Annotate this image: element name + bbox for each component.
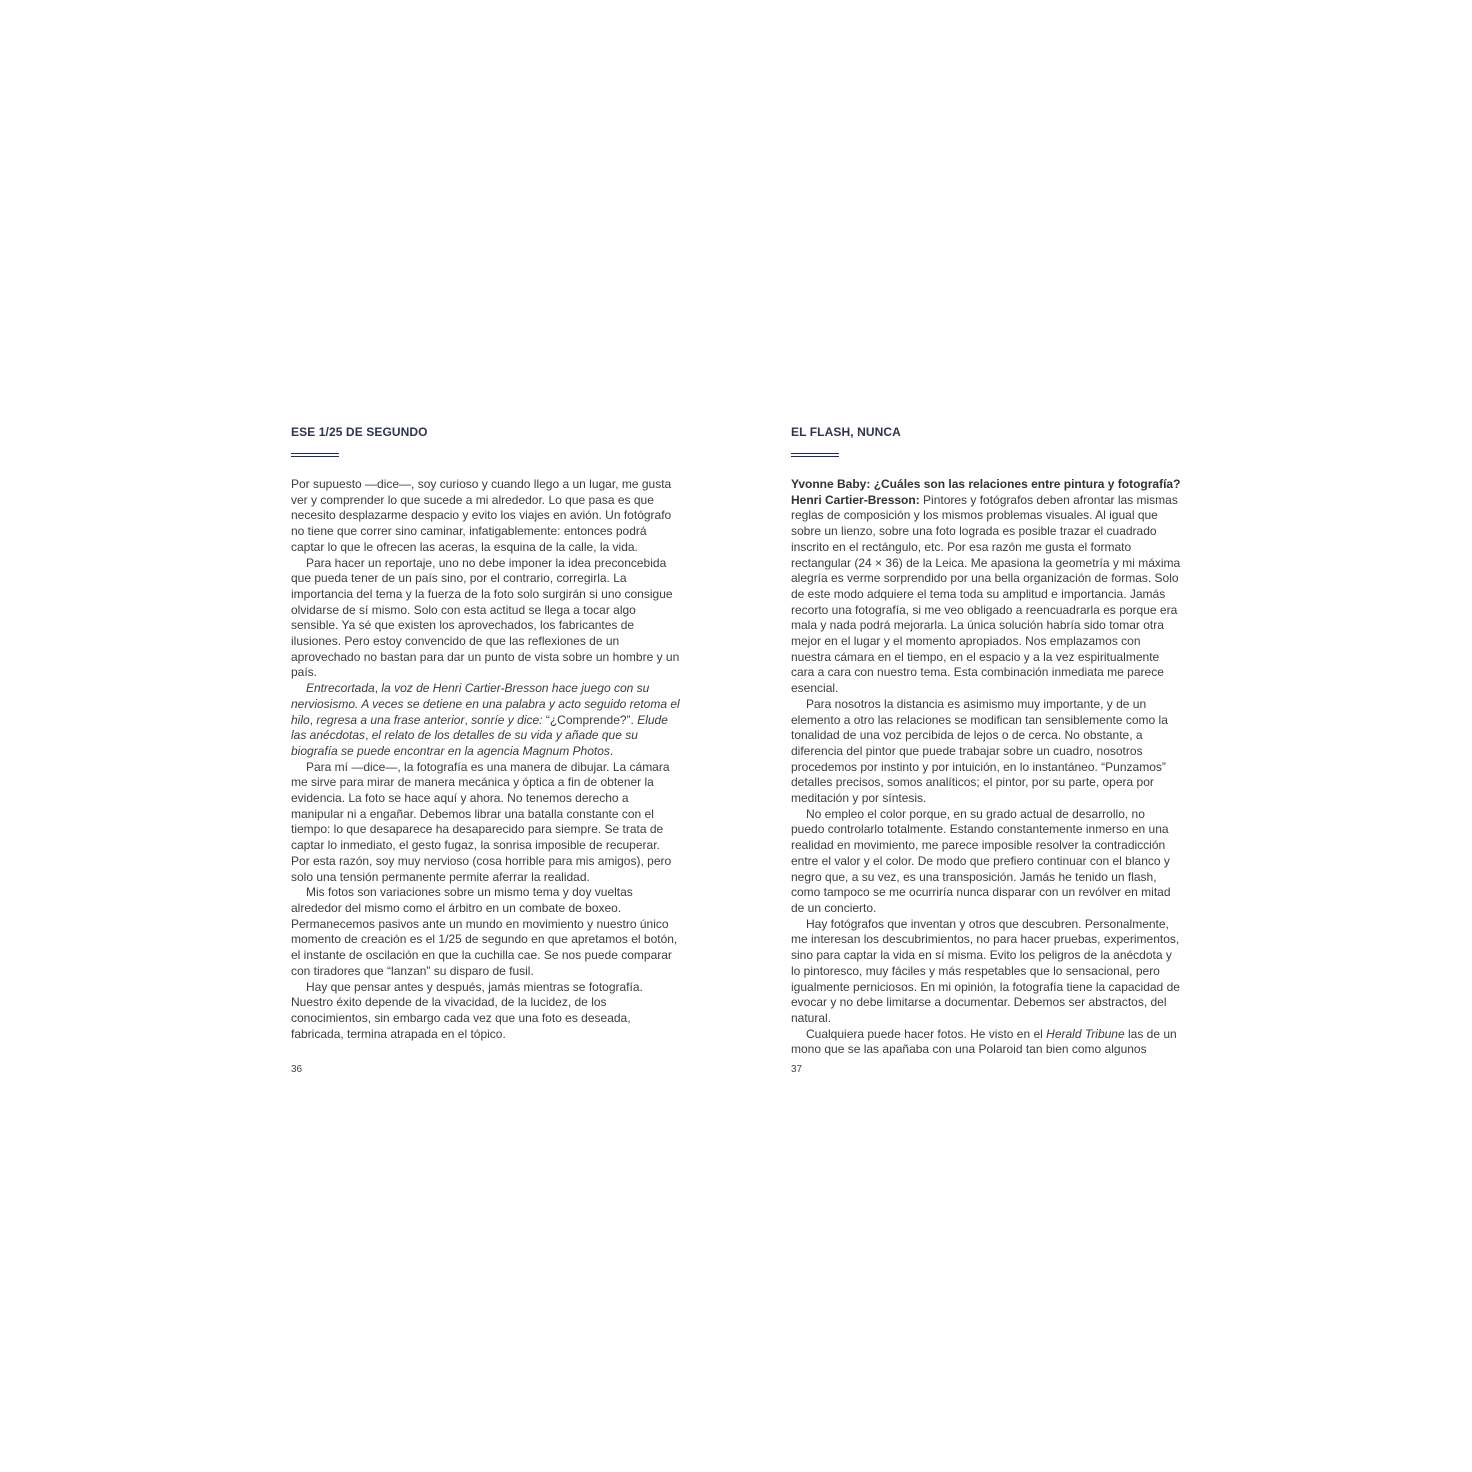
body-text — [791, 477, 1181, 1058]
paragraph: Mis fotos son variaciones sobre un mismo tema y doy vueltas alrededor del mismo como el árbitro en un combate de boxeo. Permanecemos pasivos ante un mundo en movimiento y nuestro único momento de creación es el 1/25 de segundo en que apretamos el botón, el instante de oscilación en que la cuchilla cae. Se nos puede comparar con tiradores que “lanzan” su disparo de fusil. — [291, 885, 678, 978]
paragraph: No empleo el color porque, en su grado actual de desarrollo, no puedo controlarlo totalmente. Estando constantemente inmerso en una realidad en movimiento, me parece imposible resolver la contradicción entre el valor y el color. De modo que prefiero continuar con el blanco y negro que, a su vez, es una transposición. Jamás he tenido un flash, como tampoco se me ocurriría nunca disparar con un revólver en mitad de un concierto. — [791, 806, 1171, 915]
paragraph: Para hacer un reportaje, uno no debe imponer la idea preconcebida que pueda tener de un país sino, por el contrario, corregirla. La importancia del tema y la fuerza de la foto solo surgirán si uno consigue olvidarse de sí mismo. Solo con esta actitud se llega a tocar algo sensible. Ya sé que existen los aprovechados, los fabricantes de ilusiones. Pero estoy convencido de que las reflexiones de un aprovechado no bastan para dar un punto de vista sobre un hombre y un país. — [291, 555, 680, 680]
running-head: EL FLASH, NUNCA — [791, 425, 901, 439]
paragraph: Por supuesto —dice—, soy curioso y cuando llego a un lugar, me gusta ver y comprender lo que sucede a mi alrededor. Lo que pasa es que necesito desplazarme despacio y evito los viajes en avión. Un fotógrafo no tiene que correr sino caminar, infatigablemente: entonces podrá captar lo que le ofrecen las aceras, la esquina de la calle, la vida. — [291, 477, 672, 554]
paragraph-italic-interlude: Entrecortada, la voz de Henri Cartier-Bresson hace juego con su nerviosismo. A veces se detiene en una palabra y acto seguido retoma el hilo, regresa a una frase anterior, sonríe y dice: “¿Comprende?”. Elude las anécdotas, el relato de los detalles de su vida y añade que su biografía se puede encontrar en la agencia Magnum Photos. — [291, 681, 680, 758]
page-number: 36 — [291, 1064, 303, 1075]
double-rule — [791, 453, 839, 457]
left-page — [291, 424, 681, 1042]
body-text — [291, 477, 681, 1042]
running-head: ESE 1/25 DE SEGUNDO — [291, 425, 428, 439]
paragraph: Cualquiera puede hacer fotos. He visto en el Herald Tribune las de un mono que se las apañaba con una Polaroid tan bien como algunos — [791, 1026, 1177, 1057]
double-rule — [291, 453, 339, 457]
right-page — [791, 424, 1181, 1058]
paragraph: Hay fotógrafos que inventan y otros que descubren. Personalmente, me interesan los descubrimientos, no para hacer pruebas, experimentos, sino para captar la vida en sí misma. Evito los peligros de la anécdota y lo pintoresco, muy fáciles y más respetables que lo sensacional, pero igualmente perniciosos. En mi opinión, la fotografía tiene la capacidad de evocar y no debe limitarse a documentar. Debemos ser abstractos, del natural. — [791, 916, 1180, 1025]
interview-question: Yvonne Baby: ¿Cuáles son las relaciones entre pintura y fotografía? — [791, 477, 1181, 491]
paragraph: Hay que pensar antes y después, jamás mientras se fotografía. Nuestro éxito depende de la vivacidad, de la lucidez, de los conocimientos, sin embargo cada vez que una foto es deseada, fabricada, termina atrapada en el tópico. — [291, 979, 643, 1041]
paragraph: Para nosotros la distancia es asimismo muy importante, y de un elemento a otro las relaciones se modifican tan sensiblemente como la tonalidad de una voz percibida de lejos o de cerca. No obstante, a diferencia del pintor que puede trabajar sobre un cuadro, nosotros procedemos por instinto y por intuición, en lo instantáneo. “Punzamos” detalles precisos, somos analíticos; el pintor, por su parte, opera por meditación y por síntesis. — [791, 696, 1168, 806]
paragraph: Para mí —dice—, la fotografía es una manera de dibujar. La cámara me sirve para mirar de manera mecánica y óptica a fin de obtener la evidencia. La foto se hace aquí y ahora. No tenemos derecho a manipular ni a engañar. Debemos librar una batalla constante con el tiempo: lo que desaparece ha desaparecido para siempre. Se trata de captar lo inmediato, el gesto fugaz, la sonrisa imposible de recuperar. Por esta razón, soy muy nervioso (cosa horrible para mis amigos), pero solo una tensión permanente permite aferrar la realidad. — [291, 759, 672, 884]
page-number: 37 — [791, 1064, 803, 1075]
interview-answer: Henri Cartier-Bresson: Pintores y fotógrafos deben afrontar las mismas reglas de composición y los mismos problemas visuales. Al igual que sobre un lienzo, sobre una foto lograda es posible trazar el cuadrado inscrito en el rectángulo, etc. Por esa razón me gusta el formato rectangular (24 × 36) de la Leica. Me apasiona la geometría y mi máxima alegría es verme sorprendido por una bella organización de formas. Solo de este modo adquiere el tema toda su amplitud e importancia. Jamás recorto una fotografía, si me veo obligado a reencuadrarla es porque era mala y nada podrá mejorarla. La única solución habría sido tomar otra mejor en el lugar y el momento apropiados. Nos emplazamos con nuestra cámara en el tiempo, en el espacio y a la vez espiritualmente cara a cara con nuestro tema. Esta combinación inmediata me parece esencial. — [791, 492, 1181, 696]
